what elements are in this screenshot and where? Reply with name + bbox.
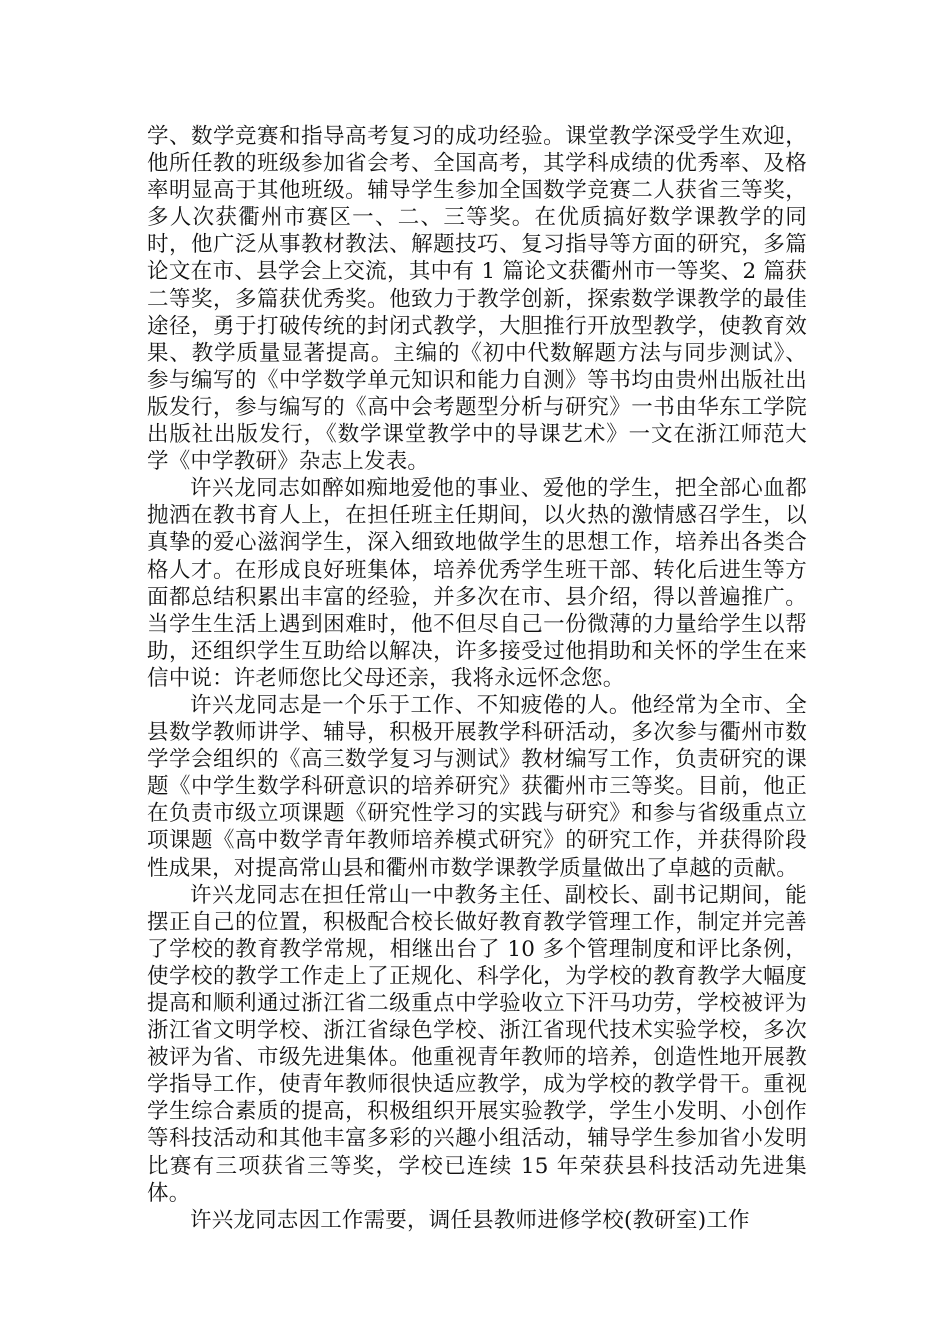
paragraph-2: 许兴龙同志如醉如痴地爱他的事业、爱他的学生，把全部心血都抛洒在教书育人上，在担任班主任期间，以火热的激情感召学生，以真挚的爱心滋润学生，深入细致地做学生的思想工作，培养出各类合格人才。在形成良好班集体，培养优秀学生班干部、转化后进生等方面都总结积累出丰富的经验，并多次在市、县介绍，得以普遍推广。当学生生活上遇到困难时，他不但尽自己一份微薄的力量给学生以帮助，还组织学生互助给以解决，许多接受过他捐助和关怀的学生在来信中说：许老师您比父母还亲，我将永远怀念您。 — [147, 476, 807, 691]
body-text — [147, 123, 807, 1234]
paragraph-5: 许兴龙同志因工作需要，调任县教师进修学校(教研室)工作 — [190, 1207, 750, 1233]
paragraph-3: 许兴龙同志是一个乐于工作、不知疲倦的人。他经常为全市、全县数学教师讲学、辅导，积极开展教学科研活动，多次参与衢州市数学学会组织的《高三数学复习与测试》教材编写工作，负责研究的课题《中学生数学科研意识的培养研究》获衢州市三等奖。目前，他正在负责市级立项课题《研究性学习的实践与研究》和参与省级重点立项课题《高中数学青年教师培养模式研究》的研究工作，并获得阶段性成果，对提高常山县和衢州市数学课教学质量做出了卓越的贡献。 — [147, 692, 807, 881]
paragraph-4: 许兴龙同志在担任常山一中教务主任、副校长、副书记期间，能摆正自己的位置，积极配合校长做好教育教学管理工作，制定并完善了学校的教育教学常规，相继出台了 10 多个管理制度和评比条例，使学校的教学工作走上了正规化、科学化，为学校的教育教学大幅度提高和顺利通过浙江省二级重点中学验收立下汗马功劳，学校被评为浙江省文明学校、浙江省绿色学校、浙江省现代技术实验学校，多次被评为省、市级先进集体。他重视青年教师的培养，创造性地开展教学指导工作，使青年教师很快适应教学，成为学校的教学骨干。重视学生综合素质的提高，积极组织开展实验教学，学生小发明、小创作等科技活动和其他丰富多彩的兴趣小组活动，辅导学生参加省小发明比赛有三项获省三等奖，学校已连续 15 年荣获县科技活动先进集体。 — [147, 882, 807, 1206]
paragraph-1: 学、数学竞赛和指导高考复习的成功经验。课堂教学深受学生欢迎，他所任教的班级参加省会考、全国高考，其学科成绩的优秀率、及格率明显高于其他班级。辅导学生参加全国数学竞赛二人获省三等奖，多人次获衢州市赛区一、二、三等奖。在优质搞好数学课教学的同时，他广泛从事教材教法、解题技巧、复习指导等方面的研究，多篇论文在市、县学会上交流，其中有 1 篇论文获衢州市一等奖、2 篇获二等奖，多篇获优秀奖。他致力于教学创新，探索数学课教学的最佳途径，勇于打破传统的封闭式教学，大胆推行开放型教学，使教育效果、教学质量显著提高。主编的《初中代数解题方法与同步测试》、参与编写的《中学数学单元知识和能力自测》等书均由贵州出版社出版发行，参与编写的《高中会考题型分析与研究》一书由华东工学院出版社出版发行，《数学课堂教学中的导课艺术》一文在浙江师范大学《中学教研》杂志上发表。 — [147, 124, 807, 475]
